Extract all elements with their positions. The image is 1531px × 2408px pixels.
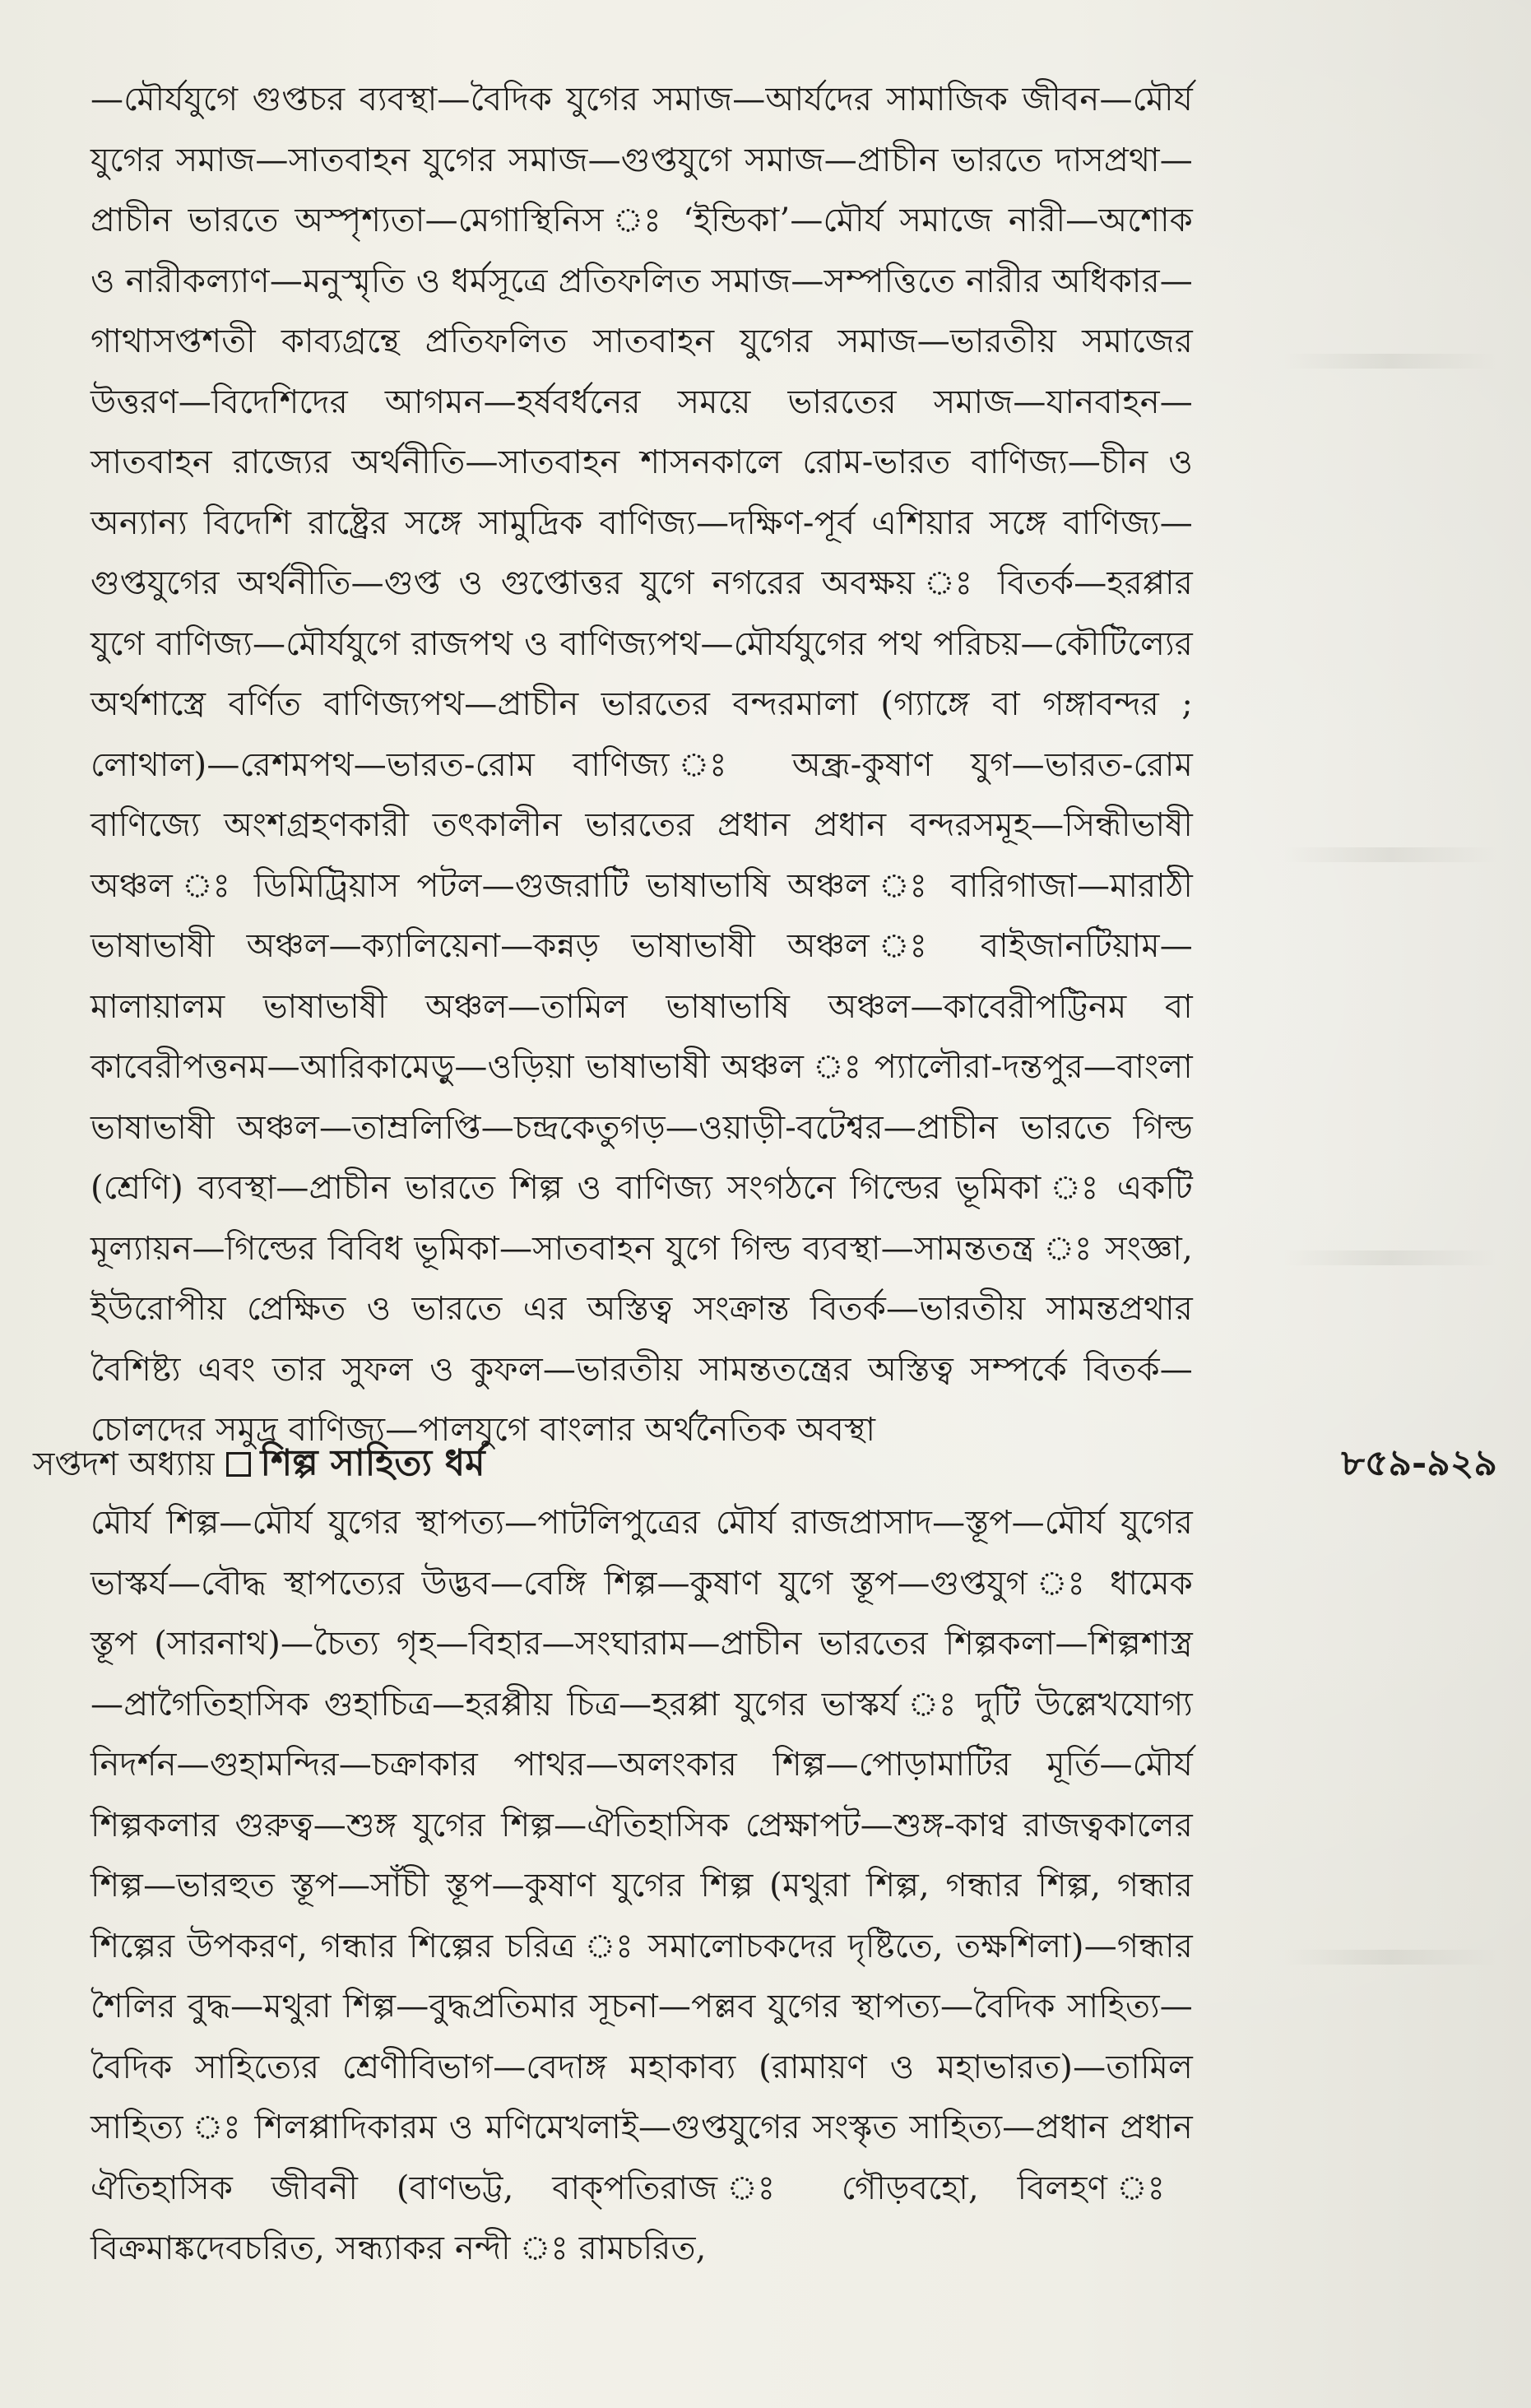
- show-through-mark: [1283, 354, 1497, 369]
- chapter-page-range: ৮৫৯-৯২৯: [1341, 1442, 1497, 1484]
- chapter-heading-row: [33, 1436, 1497, 1493]
- show-through-mark: [1283, 1950, 1497, 1965]
- chapter-number-label: সপ্তদশ অধ্যায়: [33, 1445, 215, 1483]
- show-through-mark: [1283, 847, 1497, 862]
- show-through-mark: [1283, 1250, 1497, 1265]
- chapter-17-contents-paragraph: মৌর্য শিল্প—মৌর্য যুগের স্থাপত্য—পাটলিপুত্রের মৌর্য রাজপ্রাসাদ—স্তূপ—মৌর্য যুগের ভাস্কর্য—বৌদ্ধ স্থাপত্যের উদ্ভব—বেঙ্গি শিল্প—কুষাণ যুগে স্তূপ—গুপ্তযুগ ঃ ধামেক স্তূপ (সারনাথ)—চৈত্য গৃহ—বিহার—সংঘারাম—প্রাচীন ভারতের শিল্পকলা—শিল্পশাস্ত্র—প্রাগৈতিহাসিক গুহাচিত্র—হরপ্পীয় চিত্র—হরপ্পা যুগের ভাস্কর্য ঃ দুটি উল্লেখযোগ্য নিদর্শন—গুহামন্দির—চক্রাকার পাথর—অলংকার শিল্প—পোড়ামাটির মূর্তি—মৌর্য শিল্পকলার গুরুত্ব—শুঙ্গ যুগের শিল্প—ঐতিহাসিক প্রেক্ষাপট—শুঙ্গ-কাণ্ব রাজত্বকালের শিল্প—ভারহুত স্তূপ—সাঁচী স্তূপ—কুষাণ যুগের শিল্প (মথুরা শিল্প, গন্ধার শিল্প, গন্ধার শিল্পের উপকরণ, গন্ধার শিল্পের চরিত্র ঃ সমালোচকদের দৃষ্টিতে, তক্ষশিলা)—গন্ধার শৈলির বুদ্ধ—মথুরা শিল্প—বুদ্ধপ্রতিমার সূচনা—পল্লব যুগের স্থাপত্য—বৈদিক সাহিত্য—বৈদিক সাহিত্যের শ্রেণীবিভাগ—বেদাঙ্গ মহাকাব্য (রামায়ণ ও মহাভারত)—তামিল সাহিত্য ঃ শিলপ্পাদিকারম ও মণিমেখলাই—গুপ্তযুগের সংস্কৃত সাহিত্য—প্রধান প্রধান ঐতিহাসিক জীবনী (বাণভট্ট, বাক্‌পতিরাজ ঃ গৌড়বহো, বিলহণ ঃ বিক্রমাঙ্কদেবচরিত, সন্ধ্যাকর নন্দী ঃ রামচরিত,: [90, 1504, 1193, 2267]
- square-bullet-icon: [226, 1452, 251, 1477]
- chapter-heading: [33, 1436, 485, 1496]
- chapter-16-contents-paragraph: —মৌর্যযুগে গুপ্তচর ব্যবস্থা—বৈদিক যুগের সমাজ—আর্যদের সামাজিক জীবন—মৌর্য যুগের সমাজ—সাতবাহন যুগের সমাজ—গুপ্তযুগে সমাজ—প্রাচীন ভারতে দাসপ্রথা—প্রাচীন ভারতে অস্পৃশ্যতা—মেগাস্থিনিস ঃ ‘ইন্ডিকা’—মৌর্য সমাজে নারী—অশোক ও নারীকল্যাণ—মনুস্মৃতি ও ধর্মসূত্রে প্রতিফলিত সমাজ—সম্পত্তিতে নারীর অধিকার—গাথাসপ্তশতী কাব্যগ্রন্থে প্রতিফলিত সাতবাহন যুগের সমাজ—ভারতীয় সমাজের উত্তরণ—বিদেশিদের আগমন—হর্ষবর্ধনের সময়ে ভারতের সমাজ—যানবাহন—সাতবাহন রাজ্যের অর্থনীতি—সাতবাহন শাসনকালে রোম-ভারত বাণিজ্য—চীন ও অন্যান্য বিদেশি রাষ্ট্রের সঙ্গে সামুদ্রিক বাণিজ্য—দক্ষিণ-পূর্ব এশিয়ার সঙ্গে বাণিজ্য—গুপ্তযুগের অর্থনীতি—গুপ্ত ও গুপ্তোত্তর যুগে নগরের অবক্ষয় ঃ বিতর্ক—হরপ্পার যুগে বাণিজ্য—মৌর্যযুগে রাজপথ ও বাণিজ্যপথ—মৌর্যযুগের পথ পরিচয়—কৌটিল্যের অর্থশাস্ত্রে বর্ণিত বাণিজ্যপথ—প্রাচীন ভারতের বন্দরমালা (গ্যাঙ্গে বা গঙ্গাবন্দর ; লোথাল)—রেশমপথ—ভারত-রোম বাণিজ্য ঃ অন্ধ্র-কুষাণ যুগ—ভারত-রোম বাণিজ্যে অংশগ্রহণকারী তৎকালীন ভারতের প্রধান প্রধান বন্দরসমূহ—সিন্ধীভাষী অঞ্চল ঃ ডিমিট্রিয়াস পটল—গুজরাটি ভাষাভাষি অঞ্চল ঃ বারিগাজা—মারাঠী ভাষাভাষী অঞ্চল—ক্যালিয়েনা—কন্নড় ভাষাভাষী অঞ্চল ঃ বাইজানটিয়াম—মালায়ালম ভাষাভাষী অঞ্চল—তামিল ভাষাভাষি অঞ্চল—কাবেরীপট্টিনম বা কাবেরীপত্তনম—আরিকামেড়ু—ওড়িয়া ভাষাভাষী অঞ্চল ঃ প্যালৌরা-দন্তপুর—বাংলা ভাষাভাষী অঞ্চল—তাম্রলিপ্তি—চন্দ্রকেতুগড়—ওয়াড়ী-বটেশ্বর—প্রাচীন ভারতে গিল্ড (শ্রেণি) ব্যবস্থা—প্রাচীন ভারতে শিল্প ও বাণিজ্য সংগঠনে গিল্ডের ভূমিকা ঃ একটি মূল্যায়ন—গিল্ডের বিবিধ ভূমিকা—সাতবাহন যুগে গিল্ড ব্যবস্থা—সামন্ততন্ত্র ঃ সংজ্ঞা, ইউরোপীয় প্রেক্ষিত ও ভারতে এর অস্তিত্ব সংক্রান্ত বিতর্ক—ভারতীয় সামন্তপ্রথার বৈশিষ্ট্য এবং তার সুফল ও কুফল—ভারতীয় সামন্ততন্ত্রের অস্তিত্ব সম্পর্কে বিতর্ক—চোলদের সমুদ্র বাণিজ্য—পালযুগে বাংলার অর্থনৈতিক অবস্থা: [90, 81, 1193, 1449]
- chapter-title: শিল্প সাহিত্য ধর্ম: [260, 1442, 485, 1484]
